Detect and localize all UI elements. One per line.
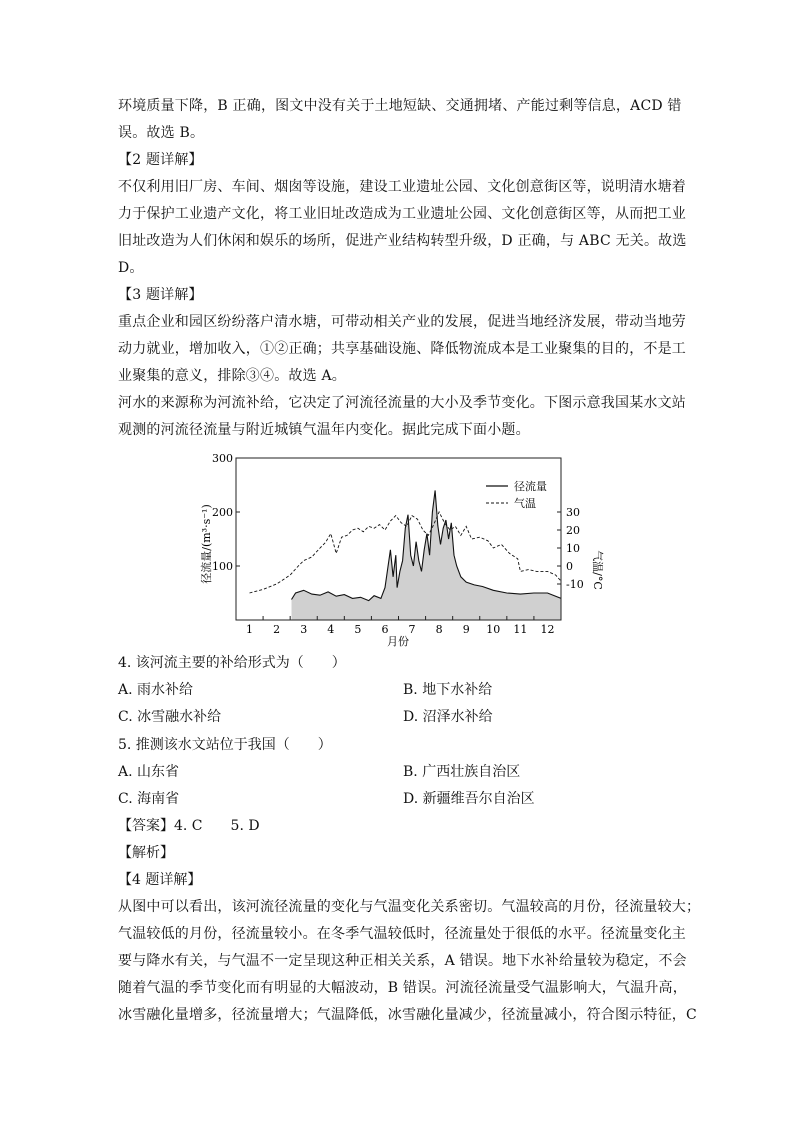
explanation-line: 气温较低的月份，径流量较小。在冬季气温较低时，径流量处于很低的水平。径流量变化主 [118, 926, 686, 942]
y-left-tick-label: 300 [212, 452, 233, 465]
x-axis-title: 月份 [387, 635, 409, 648]
section-heading: 【2 题详解】 [118, 152, 203, 168]
y-right-tick-label: 30 [566, 506, 580, 519]
explanation-line: 冰雪融化量增多，径流量增大；气温降低，冰雪融化量减少，径流量减小，符合图示特征，C [118, 1007, 697, 1023]
section-heading: 【3 题详解】 [118, 287, 203, 303]
x-tick-label: 1 [246, 623, 254, 636]
analysis-heading: 【解析】 [118, 845, 174, 861]
x-tick-label: 7 [408, 623, 416, 636]
question-5-option-b[interactable]: B. 广西壮族自治区 [403, 764, 521, 780]
question-4-option-a[interactable]: A. 雨水补给 [118, 682, 194, 698]
y-axis-right-title: 气温/°C [591, 550, 604, 590]
explanation-line: 要与降水有关，与气温不一定呈现这种正相关关系，A 错误。地下水补给量较为稳定，不会 [118, 953, 687, 969]
y-right-tick-label: 0 [566, 560, 573, 573]
x-tick-label: 4 [327, 623, 335, 636]
text-line: D。 [118, 260, 144, 276]
question-5-stem: 5. 推测该水文站位于我国（ ） [118, 737, 332, 753]
y-left-tick-label: 100 [212, 560, 233, 573]
explanation-line: 从图中可以看出，该河流径流量的变化与气温变化关系密切。气温较高的月份，径流量较大； [118, 899, 701, 915]
x-tick-label: 6 [381, 623, 389, 636]
text-line: 旧址改造为人们休闲和娱乐的场所，促进产业结构转型升级，D 正确，与 ABC 无关。故选 [118, 233, 687, 249]
answer-line [118, 816, 260, 836]
x-tick-label: 2 [273, 623, 281, 636]
detail-heading: 【4 题详解】 [118, 872, 202, 888]
x-tick-label: 8 [435, 623, 443, 636]
text-line: 河水的来源称为河流补给，它决定了河流径流量的大小及季节变化。下图示意我国某水文站 [118, 395, 686, 411]
legend-label-temperature: 气温 [514, 497, 536, 510]
y-left-tick-label: 200 [212, 506, 233, 519]
question-5-option-c[interactable]: C. 海南省 [118, 791, 180, 807]
y-right-tick-label: 10 [566, 542, 580, 555]
chart-legend [486, 479, 547, 510]
x-tick-label: 3 [300, 623, 308, 636]
x-tick-label: 12 [540, 623, 555, 636]
y-right-tick-label: -10 [566, 578, 584, 591]
question-4-option-d[interactable]: D. 沼泽水补给 [403, 709, 493, 725]
x-tick-label: 9 [462, 623, 470, 636]
question-4-stem: 4. 该河流主要的补给形式为（ ） [118, 655, 346, 671]
legend-label-runoff: 径流量 [514, 480, 547, 493]
y-right-tick-label: 20 [566, 524, 580, 537]
runoff-temperature-chart [198, 448, 604, 650]
answer-4: 4. C [174, 818, 203, 834]
text-line: 业聚集的意义，排除③④。故选 A。 [118, 368, 346, 384]
question-5-option-a[interactable]: A. 山东省 [118, 764, 180, 780]
explanation-line: 随着气温的季节变化而有明显的大幅波动，B 错误。河流径流量受气温影响大，气温升高， [118, 980, 687, 996]
x-tick-label: 11 [513, 623, 528, 636]
answer-label: 【答案】 [118, 818, 174, 834]
text-line: 环境质量下降，B 正确，图文中没有关于土地短缺、交通拥堵、产能过剩等信息，ACD 错 [118, 98, 682, 114]
x-tick-label: 5 [354, 623, 362, 636]
text-line: 重点企业和园区纷纷落户清水塘，可带动相关产业的发展，促进当地经济发展，带动当地劳 [118, 314, 686, 330]
answer-5: 5. D [230, 818, 260, 834]
x-tick-label: 10 [486, 623, 501, 636]
text-line: 动力就业，增加收入，①②正确；共享基础设施、降低物流成本是工业聚集的目的，不是工 [118, 341, 686, 357]
text-line: 观测的河流径流量与附近城镇气温年内变化。据此完成下面小题。 [118, 422, 530, 438]
text-line: 不仅利用旧厂房、车间、烟囱等设施，建设工业遗址公园、文化创意街区等，说明清水塘着 [118, 179, 686, 195]
text-line: 误。故选 B。 [118, 125, 205, 141]
text-line: 力于保护工业遗产文化，将工业旧址改造成为工业遗址公园、文化创意街区等，从而把工业 [118, 206, 686, 222]
question-5-option-d[interactable]: D. 新疆维吾尔自治区 [403, 791, 535, 807]
y-axis-left-title: 径流量/(m³·s⁻¹) [200, 504, 213, 584]
question-4-option-c[interactable]: C. 冰雪融水补给 [118, 709, 222, 725]
question-4-option-b[interactable]: B. 地下水补给 [403, 682, 493, 698]
